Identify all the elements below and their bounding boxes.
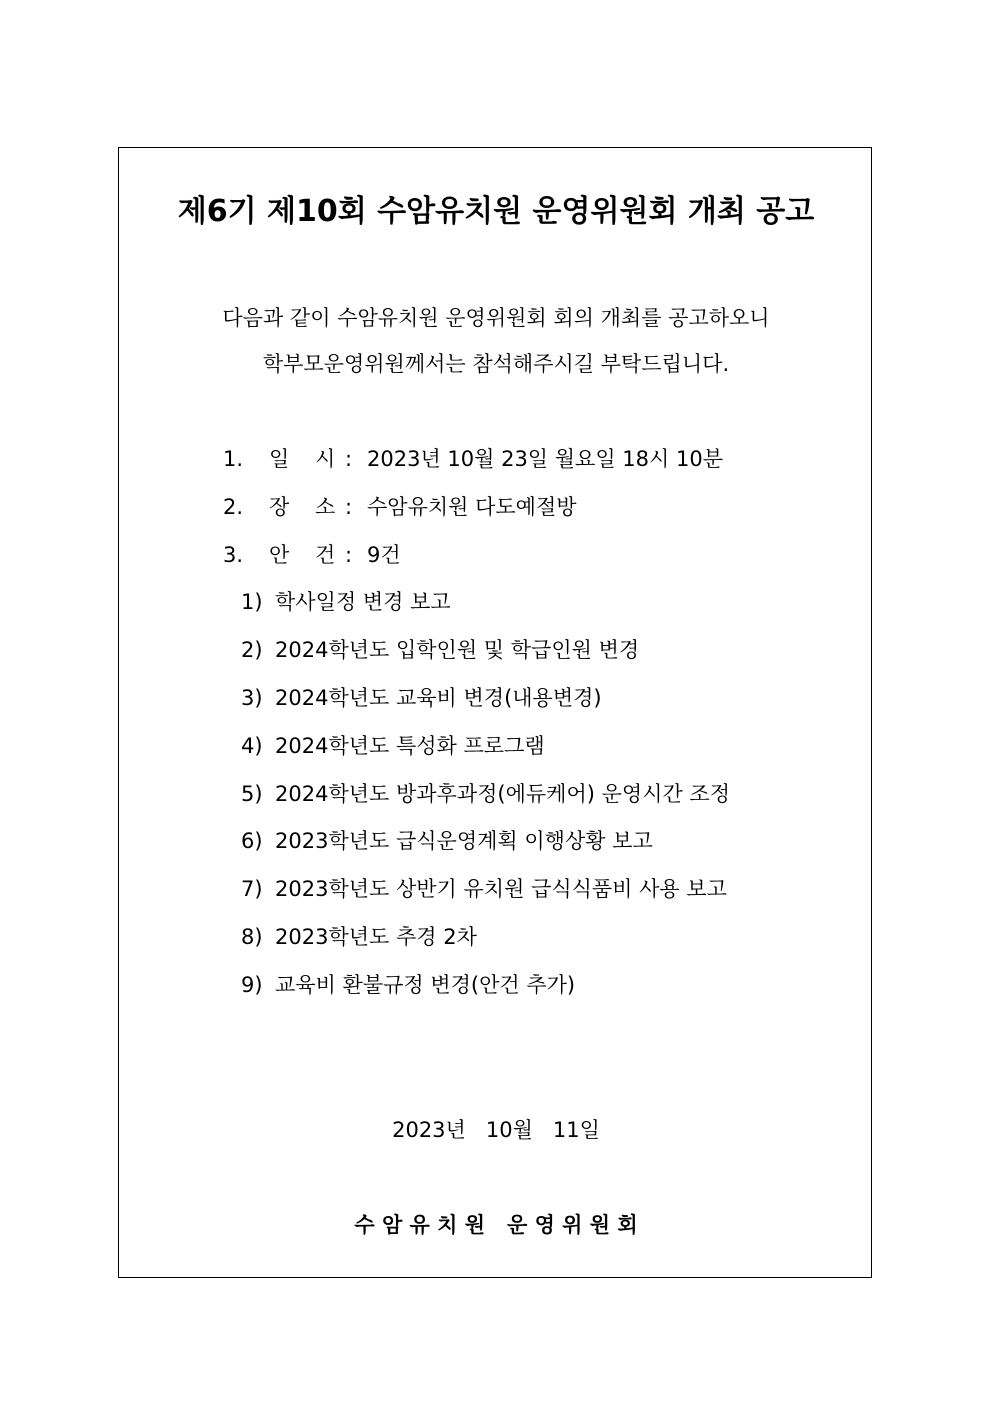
agenda-number: 8) [241,925,263,949]
detail-colon: : [345,543,353,567]
issuer-signature: 수 암 유 치 원 운 영 위 원 회 [354,1213,638,1237]
notice-title: 제6기 제10회 수암유치원 운영위원회 개최 공고 [177,194,815,229]
agenda-text: 2024학년도 입학인원 및 학급인원 변경 [275,638,640,662]
agenda-number: 1) [241,590,263,614]
agenda-number: 2) [241,638,263,662]
agenda-item [241,970,575,1000]
detail-label-first: 안 [269,543,290,567]
detail-label-second: 건 [315,543,336,567]
detail-number: 2. [223,495,244,519]
detail-label-first: 일 [269,447,290,471]
agenda-text: 2023학년도 상반기 유치원 급식식품비 사용 보고 [275,877,727,901]
detail-label-first: 장 [269,495,290,519]
detail-label-second: 시 [315,447,336,471]
intro-line-2: 학부모운영위원께서는 참석해주시길 부탁드립니다. [262,352,730,376]
agenda-text: 학사일정 변경 보고 [275,590,451,614]
agenda-number: 9) [241,973,263,997]
agenda-text: 2024학년도 방과후과정(에듀케어) 운영시간 조정 [275,782,731,806]
detail-value: 2023년 10월 23일 월요일 18시 10분 [367,447,723,471]
agenda-text: 2024학년도 특성화 프로그램 [275,734,545,758]
agenda-item [241,826,653,856]
detail-location [223,492,577,522]
agenda-item [241,683,602,713]
agenda-item [241,922,477,952]
detail-value: 수암유치원 다도예절방 [367,495,577,519]
detail-colon: : [345,495,353,519]
agenda-number: 3) [241,686,263,710]
agenda-text: 2023학년도 추경 2차 [275,925,477,949]
detail-number: 3. [223,543,244,567]
detail-value: 9건 [367,543,401,567]
agenda-text: 2024학년도 교육비 변경(내용변경) [275,686,602,710]
detail-datetime [223,444,723,474]
agenda-number: 5) [241,782,263,806]
agenda-item [241,587,451,617]
agenda-item [241,635,639,665]
agenda-item [241,731,545,761]
agenda-text: 2023학년도 급식운영계획 이행상황 보고 [275,829,653,853]
agenda-text: 교육비 환불규정 변경(안건 추가) [275,973,576,997]
detail-number: 1. [223,447,244,471]
agenda-number: 6) [241,829,263,853]
agenda-number: 7) [241,877,263,901]
agenda-number: 4) [241,734,263,758]
notice-date: 2023년 10월 11일 [392,1118,600,1142]
agenda-item [241,874,727,904]
detail-label-second: 소 [315,495,336,519]
detail-agenda-count [223,540,401,570]
agenda-item [241,779,730,809]
intro-line-1: 다음과 같이 수암유치원 운영위원회 회의 개최를 공고하오니 [222,306,770,330]
detail-colon: : [345,447,353,471]
